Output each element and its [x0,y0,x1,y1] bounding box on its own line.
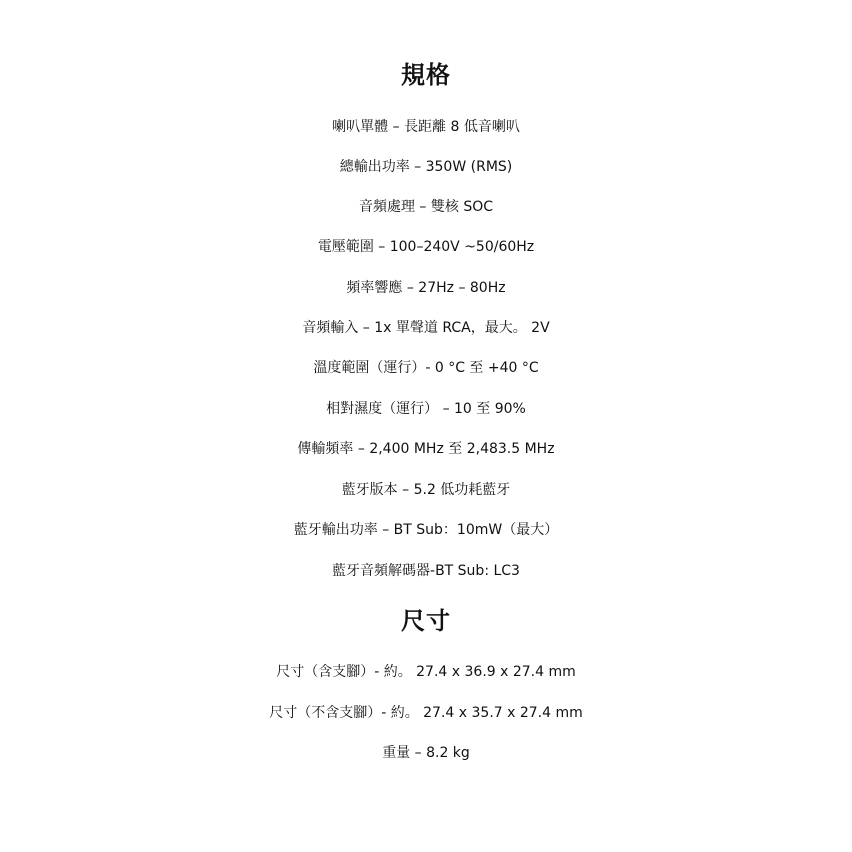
spec-line-voltage-range: 電壓範圍 – 100–240V ~50/60Hz [317,239,535,255]
spec-line-frequency-response: 頻率響應 – 27Hz – 80Hz [346,280,506,296]
dimension-line-weight: 重量 – 8.2 kg [382,745,470,761]
spec-line-driver: 喇叭單體 – 長距離 8 低音喇叭 [332,119,520,135]
spec-line-audio-input: 音頻輸入 – 1x 單聲道 RCA，最大。 2V [302,320,550,336]
dimension-line-without-feet: 尺寸（不含支腳）- 約。 27.4 x 35.7 x 27.4 mm [269,705,583,721]
dimensions-heading: 尺寸 [401,607,451,635]
specs-heading: 規格 [401,61,451,89]
spec-line-bluetooth-output-power: 藍牙輸出功率 – BT Sub：10mW（最大） [293,522,559,538]
spec-line-transmission-frequency: 傳輸頻率 – 2,400 MHz 至 2,483.5 MHz [297,441,555,457]
spec-line-total-power: 總輸出功率 – 350W (RMS) [339,159,513,175]
spec-line-temperature-range: 溫度範圍（運行）- 0 °C 至 +40 °C [313,360,539,376]
spec-line-relative-humidity: 相對濕度（運行） – 10 至 90% [326,401,526,417]
dimension-line-with-feet: 尺寸（含支腳）- 約。 27.4 x 36.9 x 27.4 mm [276,664,576,680]
spec-line-bluetooth-version: 藍牙版本 – 5.2 低功耗藍牙 [341,482,511,498]
spec-line-audio-processing: 音頻處理 – 雙核 SOC [358,199,494,215]
spec-line-bluetooth-codec: 藍牙音頻解碼器-BT Sub: LC3 [332,563,520,579]
